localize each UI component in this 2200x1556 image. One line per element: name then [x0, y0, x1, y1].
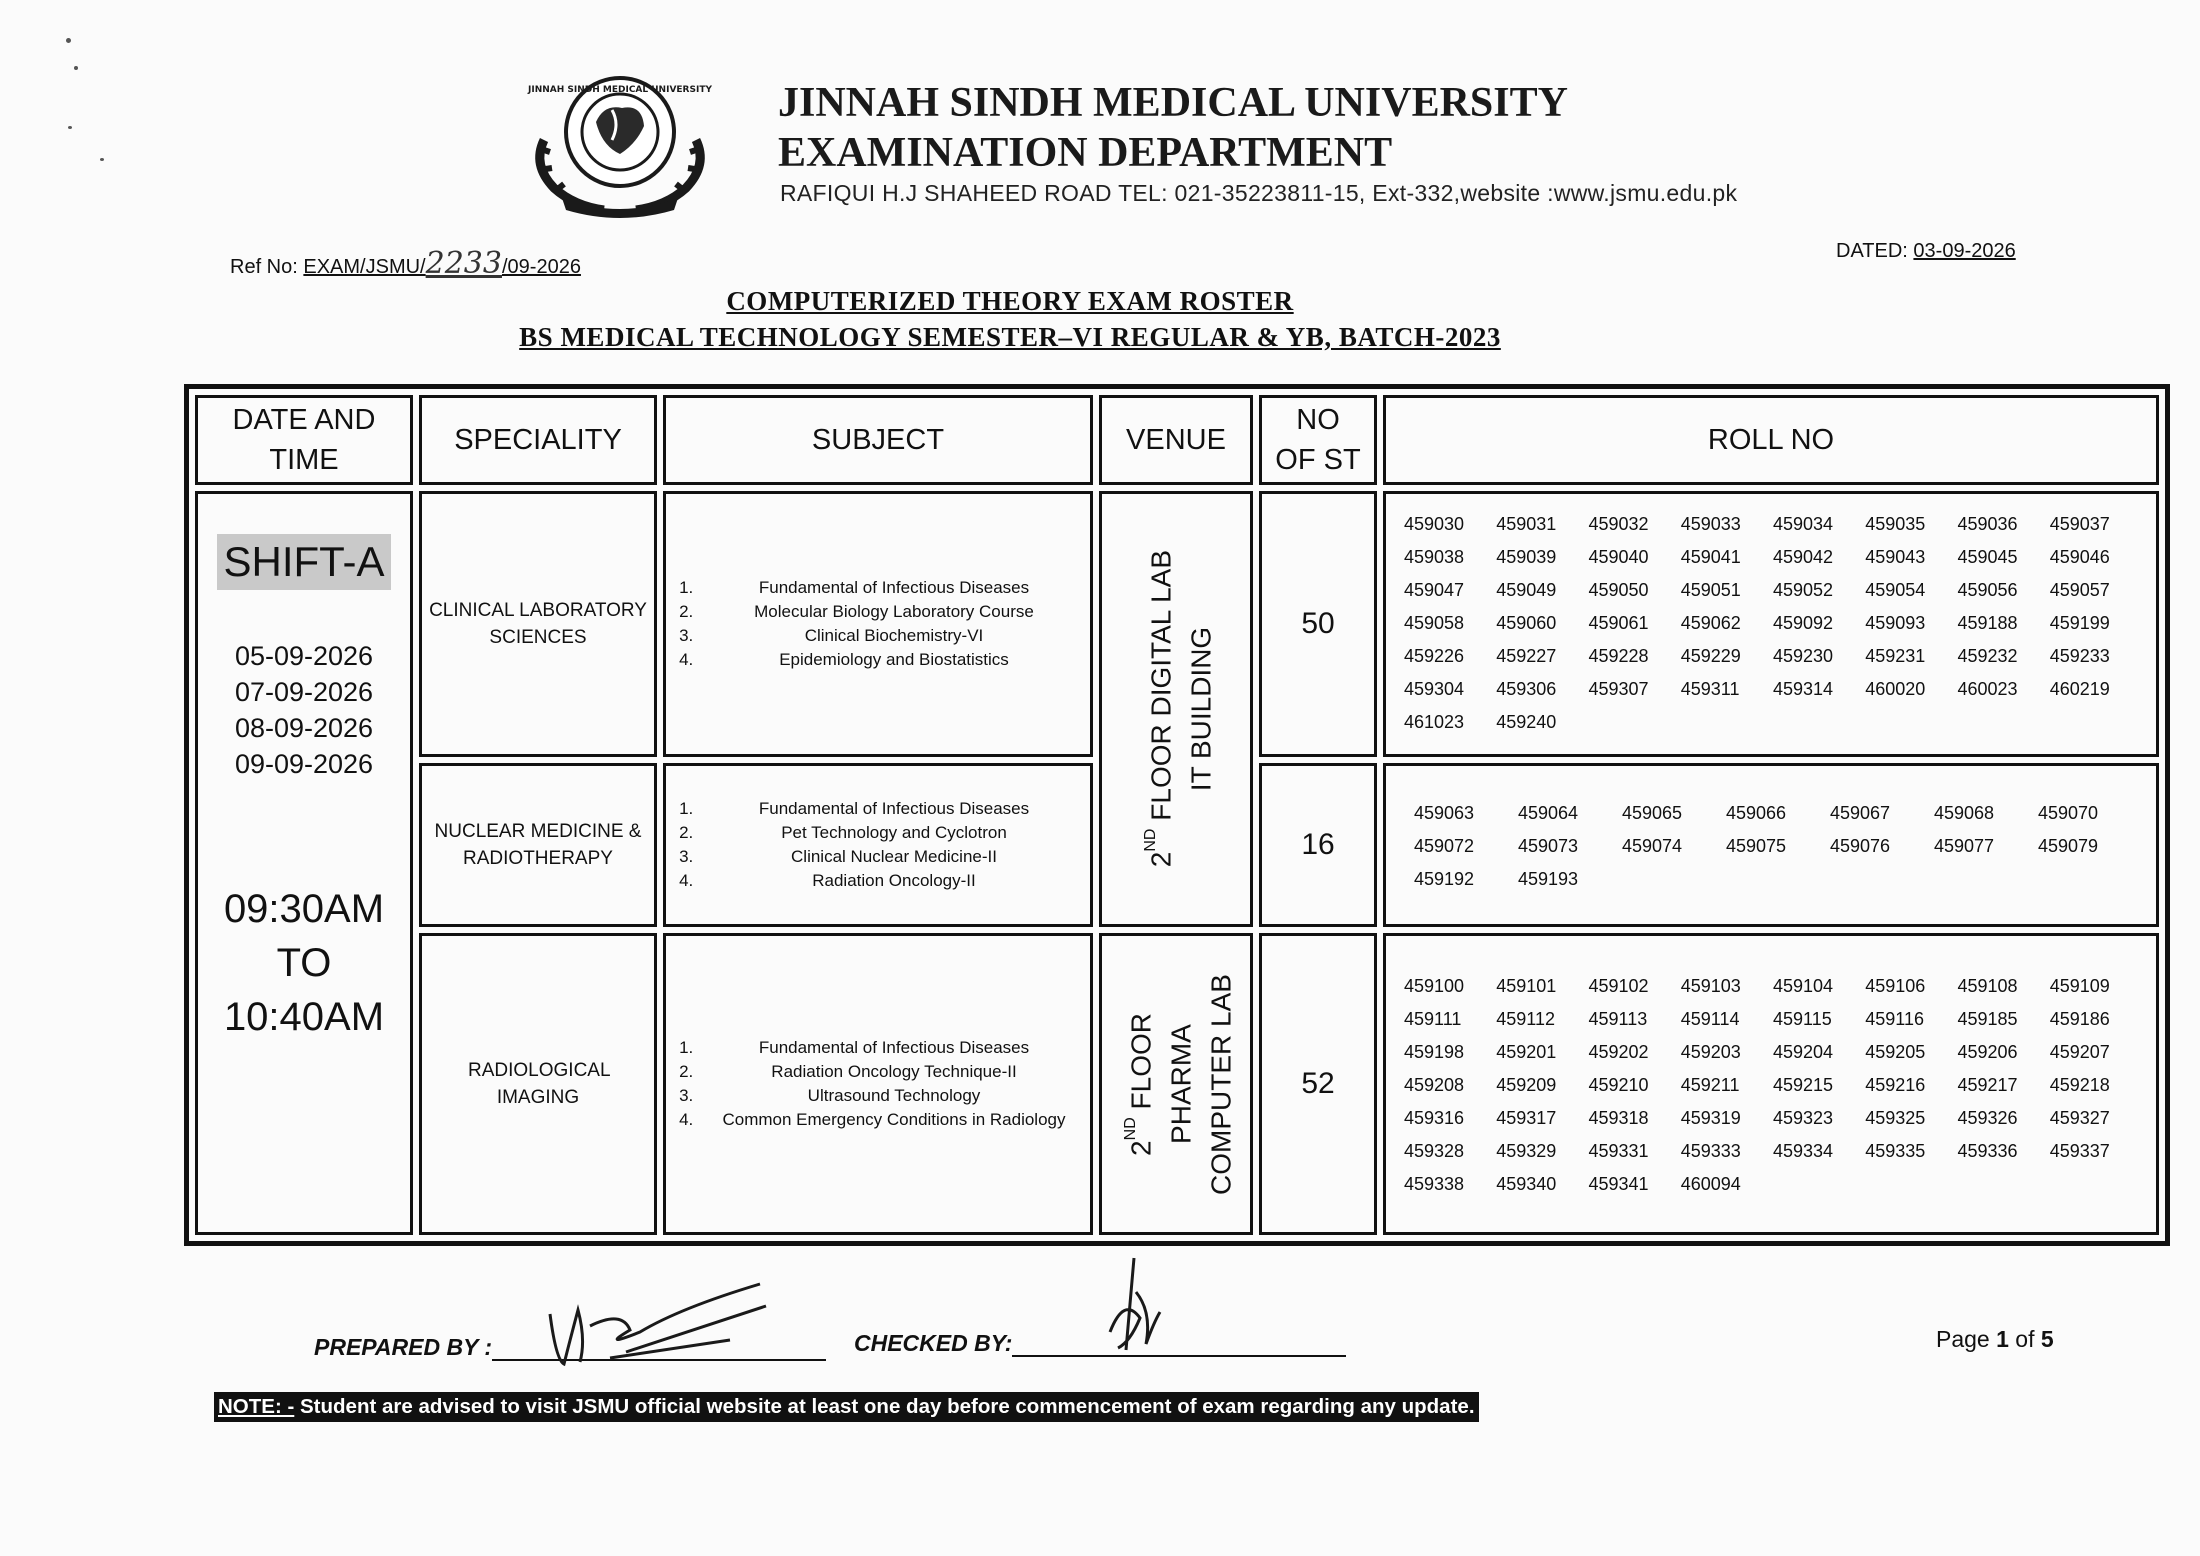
date-time-cell [195, 491, 413, 1235]
exam-date: 05-09-2026 [234, 641, 374, 671]
roll-number: 459307 [1588, 679, 1649, 699]
roll-number: 459039 [1496, 547, 1557, 567]
roll-number: 459231 [1865, 646, 1926, 666]
speciality-name: CLINICAL LABORATORY SCIENCES [429, 600, 647, 648]
roll-no-list [1386, 956, 2156, 1213]
roster-subtitle: BS MEDICAL TECHNOLOGY SEMESTER–VI REGULAR & YB, BATCH-2023 [519, 322, 1501, 352]
roll-number: 459100 [1404, 975, 1465, 996]
header-venue: VENUE [1099, 395, 1253, 485]
roll-no-cell [1383, 763, 2159, 927]
subject-item: 3. Ultrasound Technology [698, 1084, 1090, 1108]
exam-date: 08-09-2026 [234, 713, 374, 743]
roll-number: 460020 [1865, 679, 1926, 699]
roll-number: 459042 [1773, 547, 1834, 567]
time-to: 10:40AM [223, 995, 385, 1039]
subject-item: 2. Radiation Oncology Technique-II [698, 1060, 1090, 1084]
student-count: 16 [1259, 763, 1377, 927]
prepared-by-label: PREPARED BY : [314, 1334, 493, 1360]
reference-number [230, 246, 581, 281]
header-no-of-st: NO OF ST [1259, 395, 1377, 485]
checked-by-signature [1090, 1252, 1180, 1362]
prepared-by-signature [530, 1270, 770, 1370]
roll-number: 459199 [2049, 613, 2110, 633]
exam-date: 09-09-2026 [234, 749, 374, 779]
roll-no-cell [1383, 491, 2159, 757]
subject-item: 1. Fundamental of Infectious Diseases [698, 1036, 1090, 1060]
roll-number: 459106 [1865, 975, 1926, 996]
subject-item: 4. Epidemiology and Biostatistics [698, 648, 1090, 672]
roll-number: 459341 [1588, 1173, 1649, 1194]
scan-speck [100, 158, 104, 161]
roll-number: 459058 [1404, 613, 1465, 633]
roll-number: 459233 [2049, 646, 2110, 666]
roll-number: 459240 [1496, 712, 1557, 732]
subject-item: 2. Pet Technology and Cyclotron [698, 821, 1090, 845]
roll-number: 459319 [1680, 1107, 1741, 1128]
roll-number: 459056 [1957, 580, 2018, 600]
roll-number: 459074 [1622, 835, 1683, 856]
roll-number: 459306 [1496, 679, 1557, 699]
roll-number: 459185 [1957, 1008, 2018, 1029]
roll-number: 459062 [1680, 613, 1741, 633]
subject-list [680, 576, 1090, 672]
roll-number: 459036 [1957, 514, 2018, 534]
venue-text: 2ND FLOOR PHARMA COMPUTER LAB [1121, 973, 1237, 1195]
roll-number: 459328 [1404, 1140, 1465, 1161]
roll-number: 459093 [1865, 613, 1926, 633]
roll-number: 459102 [1588, 975, 1649, 996]
roll-number: 459034 [1773, 514, 1834, 534]
note-text: Student are advised to visit JSMU official website at least one day before commencement of exam regarding any update. [294, 1395, 1475, 1418]
checked-by-label: CHECKED BY: [854, 1330, 1013, 1356]
roll-number: 459314 [1773, 679, 1834, 699]
roll-number: 459207 [2049, 1041, 2110, 1062]
speciality-cell [419, 763, 657, 927]
roll-number: 459041 [1680, 547, 1741, 567]
roll-number: 459331 [1588, 1140, 1649, 1161]
letterhead-title [778, 78, 1568, 178]
roll-number: 459057 [2049, 580, 2110, 600]
roll-number: 459232 [1957, 646, 2018, 666]
subject-item: 3. Clinical Nuclear Medicine-II [698, 845, 1090, 869]
scan-speck [74, 66, 78, 70]
subject-item: 3. Clinical Biochemistry-VI [698, 624, 1090, 648]
roll-number: 459050 [1588, 580, 1649, 600]
exam-time [198, 882, 410, 1044]
roll-number: 459193 [1518, 868, 1579, 889]
roll-number: 459101 [1496, 975, 1557, 996]
roll-number: 459206 [1957, 1041, 2018, 1062]
table-row [195, 933, 2159, 1235]
subject-list [680, 797, 1090, 893]
roll-number: 459065 [1622, 802, 1683, 823]
roll-number: 459230 [1773, 646, 1834, 666]
roll-number: 459032 [1588, 514, 1649, 534]
roll-number: 459334 [1773, 1140, 1834, 1161]
venue-text: 2ND FLOOR DIGITAL LAB IT BUILDING [1141, 550, 1217, 868]
ref-label: Ref No: [230, 256, 298, 278]
roll-number: 459052 [1773, 580, 1834, 600]
roll-number: 459079 [2038, 835, 2099, 856]
roll-number: 459064 [1518, 802, 1579, 823]
roll-no-list [1386, 783, 2156, 908]
speciality-cell [419, 491, 657, 757]
roll-number: 459049 [1496, 580, 1557, 600]
roll-number: 459217 [1957, 1074, 2018, 1095]
ref-handwritten-number: 2233 [425, 246, 502, 281]
svg-text:JINNAH SINDH MEDICAL UNIVERSIT: JINNAH SINDH MEDICAL UNIVERSITY [528, 85, 712, 95]
speciality-name: NUCLEAR MEDICINE & RADIOTHERAPY [434, 821, 642, 869]
roll-number: 459205 [1865, 1041, 1926, 1062]
roll-number: 460023 [1957, 679, 2018, 699]
roll-number: 459070 [2038, 802, 2099, 823]
roll-number: 459337 [2049, 1140, 2110, 1161]
roll-number: 459092 [1773, 613, 1834, 633]
roll-number: 459336 [1957, 1140, 2018, 1161]
roll-number: 459227 [1496, 646, 1557, 666]
roll-number: 459112 [1496, 1008, 1555, 1029]
roll-number: 459226 [1404, 646, 1465, 666]
roll-number: 459068 [1934, 802, 1995, 823]
roll-number: 459329 [1496, 1140, 1557, 1161]
ref-prefix: EXAM/JSMU/ [303, 256, 426, 278]
speciality-name: RADIOLOGICAL IMAGING [468, 1060, 611, 1108]
header-subject: SUBJECT [663, 395, 1093, 485]
roll-number: 459037 [2049, 514, 2110, 534]
roll-number: 459109 [2049, 975, 2110, 996]
roll-number: 459209 [1496, 1074, 1557, 1095]
table-row [195, 491, 2159, 757]
subject-cell [663, 491, 1093, 757]
roll-number: 459073 [1518, 835, 1579, 856]
roll-number: 459054 [1865, 580, 1926, 600]
roll-number: 459108 [1957, 975, 2018, 996]
roll-no-list [1386, 494, 2156, 751]
roll-number: 459031 [1496, 514, 1557, 534]
shift-label: SHIFT-A [217, 534, 390, 590]
roll-number: 459072 [1414, 835, 1475, 856]
venue-cell [1099, 933, 1253, 1235]
roll-number: 459061 [1588, 613, 1649, 633]
roll-number: 459228 [1588, 646, 1649, 666]
roll-number: 459210 [1588, 1074, 1649, 1095]
subject-item: 2. Molecular Biology Laboratory Course [698, 600, 1090, 624]
roll-number: 459318 [1588, 1107, 1649, 1128]
roll-number: 459335 [1865, 1140, 1926, 1161]
roll-number: 459066 [1726, 802, 1787, 823]
roll-number: 459063 [1414, 802, 1475, 823]
roll-number: 459045 [1957, 547, 2018, 567]
roll-number: 460219 [2049, 679, 2110, 699]
roll-number: 459113 [1588, 1008, 1648, 1029]
roll-number: 459043 [1865, 547, 1926, 567]
roll-number: 459215 [1773, 1074, 1834, 1095]
page-number: Page 1 of 5 [1936, 1326, 2054, 1352]
subject-item: 4. Radiation Oncology-II [698, 869, 1090, 893]
roll-number: 459035 [1865, 514, 1926, 534]
roll-number: 459326 [1957, 1107, 2018, 1128]
scan-speck [68, 126, 72, 129]
roll-number: 459060 [1496, 613, 1557, 633]
roll-number: 459111 [1404, 1008, 1462, 1029]
header-date-time: DATE AND TIME [195, 395, 413, 485]
date-issued [1836, 240, 2016, 263]
student-count: 52 [1259, 933, 1377, 1235]
scan-speck [66, 38, 71, 43]
roll-number: 459115 [1773, 1008, 1832, 1029]
roll-number: 459047 [1404, 580, 1465, 600]
roll-number: 459202 [1588, 1041, 1649, 1062]
university-name: JINNAH SINDH MEDICAL UNIVERSITY [778, 80, 1568, 126]
time-from: 09:30AM [223, 887, 385, 931]
roll-number: 459076 [1830, 835, 1891, 856]
speciality-cell [419, 933, 657, 1235]
roll-number: 459114 [1680, 1008, 1740, 1029]
roll-number: 459116 [1865, 1008, 1924, 1029]
address-line: RAFIQUI H.J SHAHEED ROAD TEL: 021-35223811-15, Ext-332,website :www.jsmu.edu.pk [780, 180, 1738, 206]
subject-item: 4. Common Emergency Conditions in Radiology [698, 1108, 1090, 1132]
roll-number: 459316 [1404, 1107, 1465, 1128]
roll-number: 459103 [1680, 975, 1741, 996]
exam-dates [198, 638, 410, 782]
venue-cell [1099, 491, 1253, 927]
roll-number: 459040 [1588, 547, 1649, 567]
roll-number: 459327 [2049, 1107, 2110, 1128]
roll-number: 459208 [1404, 1074, 1465, 1095]
roll-number: 459104 [1773, 975, 1834, 996]
exam-date: 07-09-2026 [234, 677, 374, 707]
roll-number: 459198 [1404, 1041, 1465, 1062]
header-roll-no: ROLL NO [1383, 395, 2159, 485]
subject-list [680, 1036, 1090, 1132]
roll-number: 461023 [1404, 712, 1465, 732]
subject-cell [663, 763, 1093, 927]
roll-number: 459192 [1414, 868, 1475, 889]
roll-number: 459038 [1404, 547, 1465, 567]
roll-number: 459325 [1865, 1107, 1926, 1128]
roll-no-cell [1383, 933, 2159, 1235]
exam-roster-table [184, 384, 2170, 1246]
time-to-word: TO [276, 941, 332, 985]
roll-number: 459304 [1404, 679, 1465, 699]
note-label: NOTE: - [218, 1395, 295, 1418]
table-header-row [195, 395, 2159, 485]
dated-label: DATED: [1836, 240, 1908, 262]
department-name: EXAMINATION DEPARTMENT [778, 130, 1393, 176]
notice-banner [214, 1392, 1479, 1422]
roll-number: 459033 [1680, 514, 1741, 534]
roll-number: 459229 [1680, 646, 1741, 666]
roll-number: 459311 [1680, 679, 1740, 699]
university-logo [524, 70, 716, 218]
roll-number: 459211 [1680, 1074, 1740, 1095]
roll-number: 459067 [1830, 802, 1891, 823]
roll-number: 459201 [1496, 1041, 1557, 1062]
roster-title: COMPUTERIZED THEORY EXAM ROSTER [726, 286, 1294, 316]
roll-number: 459030 [1404, 514, 1465, 534]
roll-number: 459075 [1726, 835, 1787, 856]
roll-number: 459046 [2049, 547, 2110, 567]
header-speciality: SPECIALITY [419, 395, 657, 485]
roll-number: 459333 [1680, 1140, 1741, 1161]
roll-number: 459204 [1773, 1041, 1834, 1062]
ref-suffix: /09-2026 [501, 256, 581, 278]
roll-number: 459340 [1496, 1173, 1557, 1194]
roll-number: 459218 [2049, 1074, 2110, 1095]
roll-number: 459203 [1680, 1041, 1741, 1062]
subject-item: 1. Fundamental of Infectious Diseases [698, 797, 1090, 821]
roll-number: 459323 [1773, 1107, 1834, 1128]
subject-cell [663, 933, 1093, 1235]
roll-number: 459077 [1934, 835, 1995, 856]
roll-number: 459317 [1496, 1107, 1557, 1128]
dated-value: 03-09-2026 [1913, 240, 2016, 262]
roll-number: 459051 [1680, 580, 1741, 600]
roll-number: 459216 [1865, 1074, 1926, 1095]
subject-item: 1. Fundamental of Infectious Diseases [698, 576, 1090, 600]
roll-number: 459338 [1404, 1173, 1465, 1194]
roll-number: 459186 [2049, 1008, 2110, 1029]
roll-number: 459188 [1957, 613, 2018, 633]
roll-number: 460094 [1680, 1173, 1741, 1194]
student-count: 50 [1259, 491, 1377, 757]
